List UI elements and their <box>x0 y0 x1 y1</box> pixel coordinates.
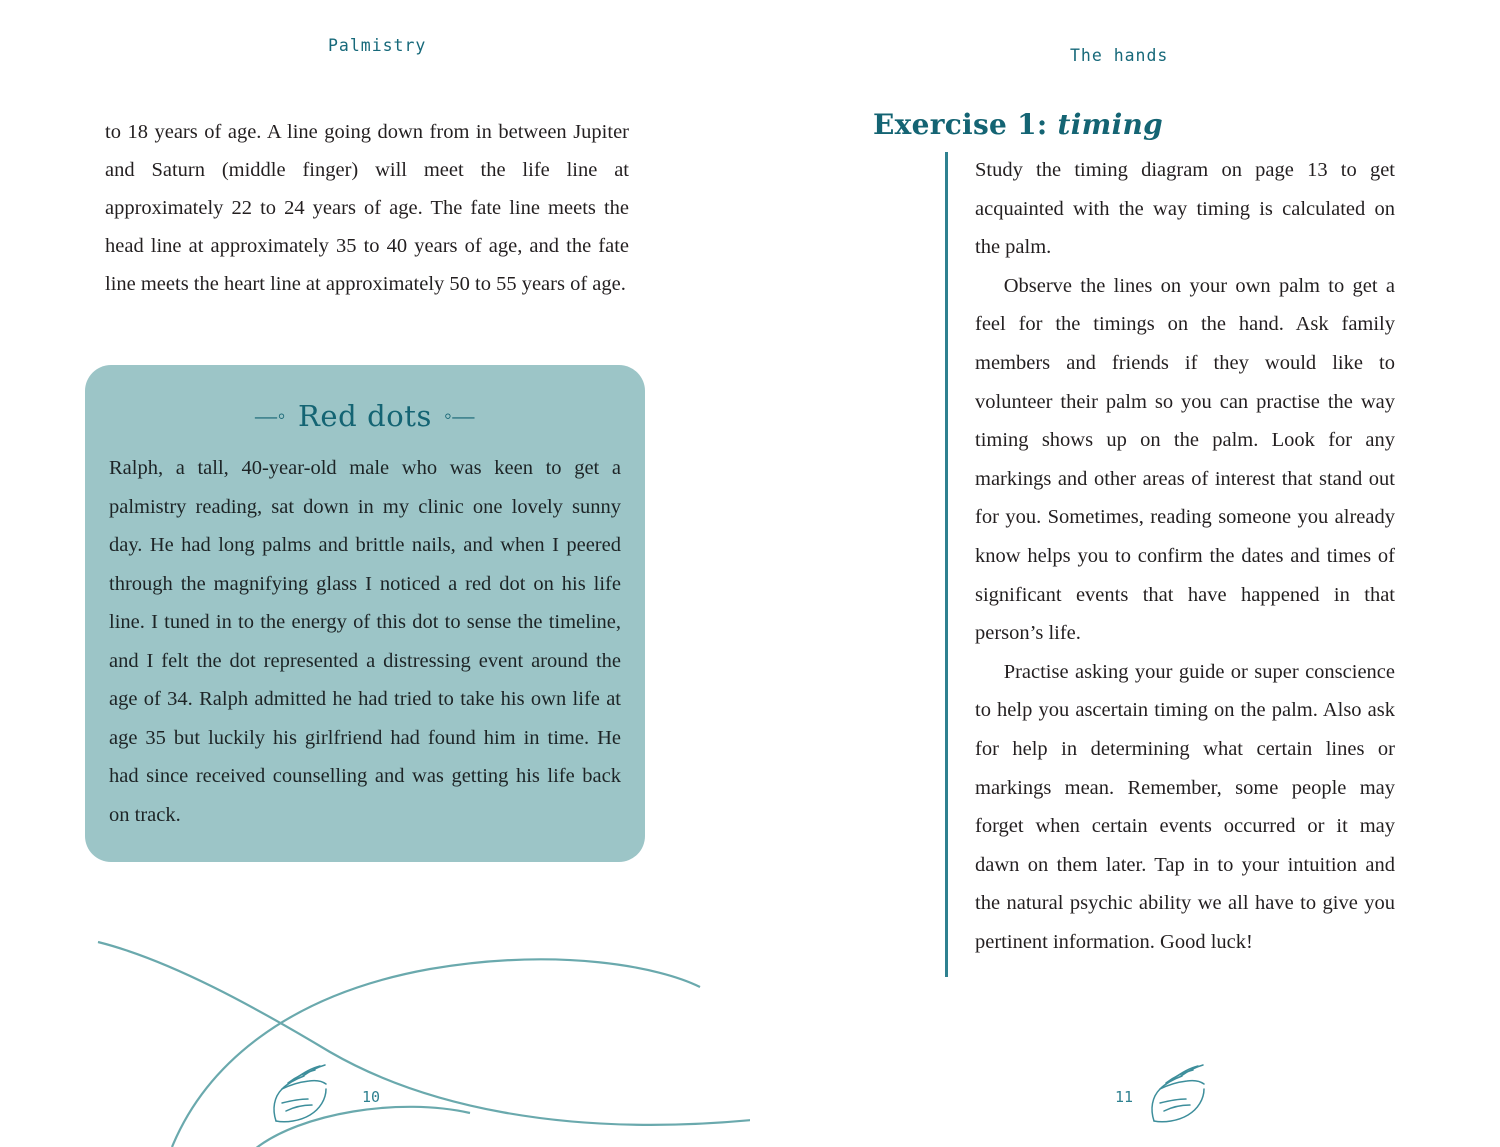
ornament-right-icon: ◦— <box>443 403 475 428</box>
exercise-heading-italic: timing <box>1057 108 1163 141</box>
ornament-left-icon: —◦ <box>255 403 286 428</box>
red-dots-callout <box>85 365 645 862</box>
right-body-text <box>975 151 1395 961</box>
paragraph: to 18 years of age. A line going down from in between Jupiter and Saturn (middle finger) will meet the life line at approximately 22 to 24 years of age. The fate line meets the head line at approximately 35 to 40 years of age, and the fate line meets the heart line at approximately 50 to 55 years of age. <box>105 121 629 295</box>
exercise-heading <box>873 108 1163 141</box>
running-head-right: The hands <box>1070 46 1169 65</box>
palm-line-decoration-left <box>0 917 750 1147</box>
paragraph: Study the timing diagram on page 13 to get acquainted with the way timing is calculated on the palm. <box>975 159 1395 259</box>
callout-title <box>107 399 623 433</box>
hand-logo-icon-left <box>262 1055 352 1125</box>
callout-title-text: Red dots <box>298 399 432 433</box>
running-head-left: Palmistry <box>328 36 427 55</box>
hand-logo-icon-right <box>1140 1055 1230 1125</box>
page-number-right: 11 <box>1115 1088 1134 1106</box>
exercise-heading-prefix: Exercise 1: <box>873 108 1048 141</box>
paragraph: Practise asking your guide or super conscience to help you ascertain timing on the palm. Also ask for help in determining what certain lines or markings mean. Remember, some people may forget when certain events occurred or it may dawn on them later. Tap in to your intuition and the natural psychic ability we all have to give you pertinent information. Good luck! <box>975 660 1395 953</box>
paragraph: Ralph, a tall, 40-year-old male who was keen to get a palmistry reading, sat down in my clinic one lovely sunny day. He had long palms and brittle nails, and when I peered through the magnifying glass I noticed a red dot on his life line. I tuned in to the energy of this dot to sense the timeline, and I felt the dot represented a distressing event around the age of 34. Ralph admitted he had tried to take his own life at age 35 but luckily his girlfriend had found him in time. He had since received counselling and was getting his life back on track. <box>109 457 621 826</box>
paragraph: Observe the lines on your own palm to get a feel for the timings on the hand. Ask family members and friends if they would like to volunteer their palm so you can practise the way timing shows up on the palm. Look for any markings and other areas of interest that stand out for you. Sometimes, reading someone you already know helps you to confirm the dates and times of significant events that have happened in that person’s life. <box>975 274 1395 645</box>
exercise-vertical-rule <box>945 152 948 977</box>
left-body-text <box>105 113 629 303</box>
page-number-left: 10 <box>362 1088 381 1106</box>
callout-body <box>107 449 623 834</box>
